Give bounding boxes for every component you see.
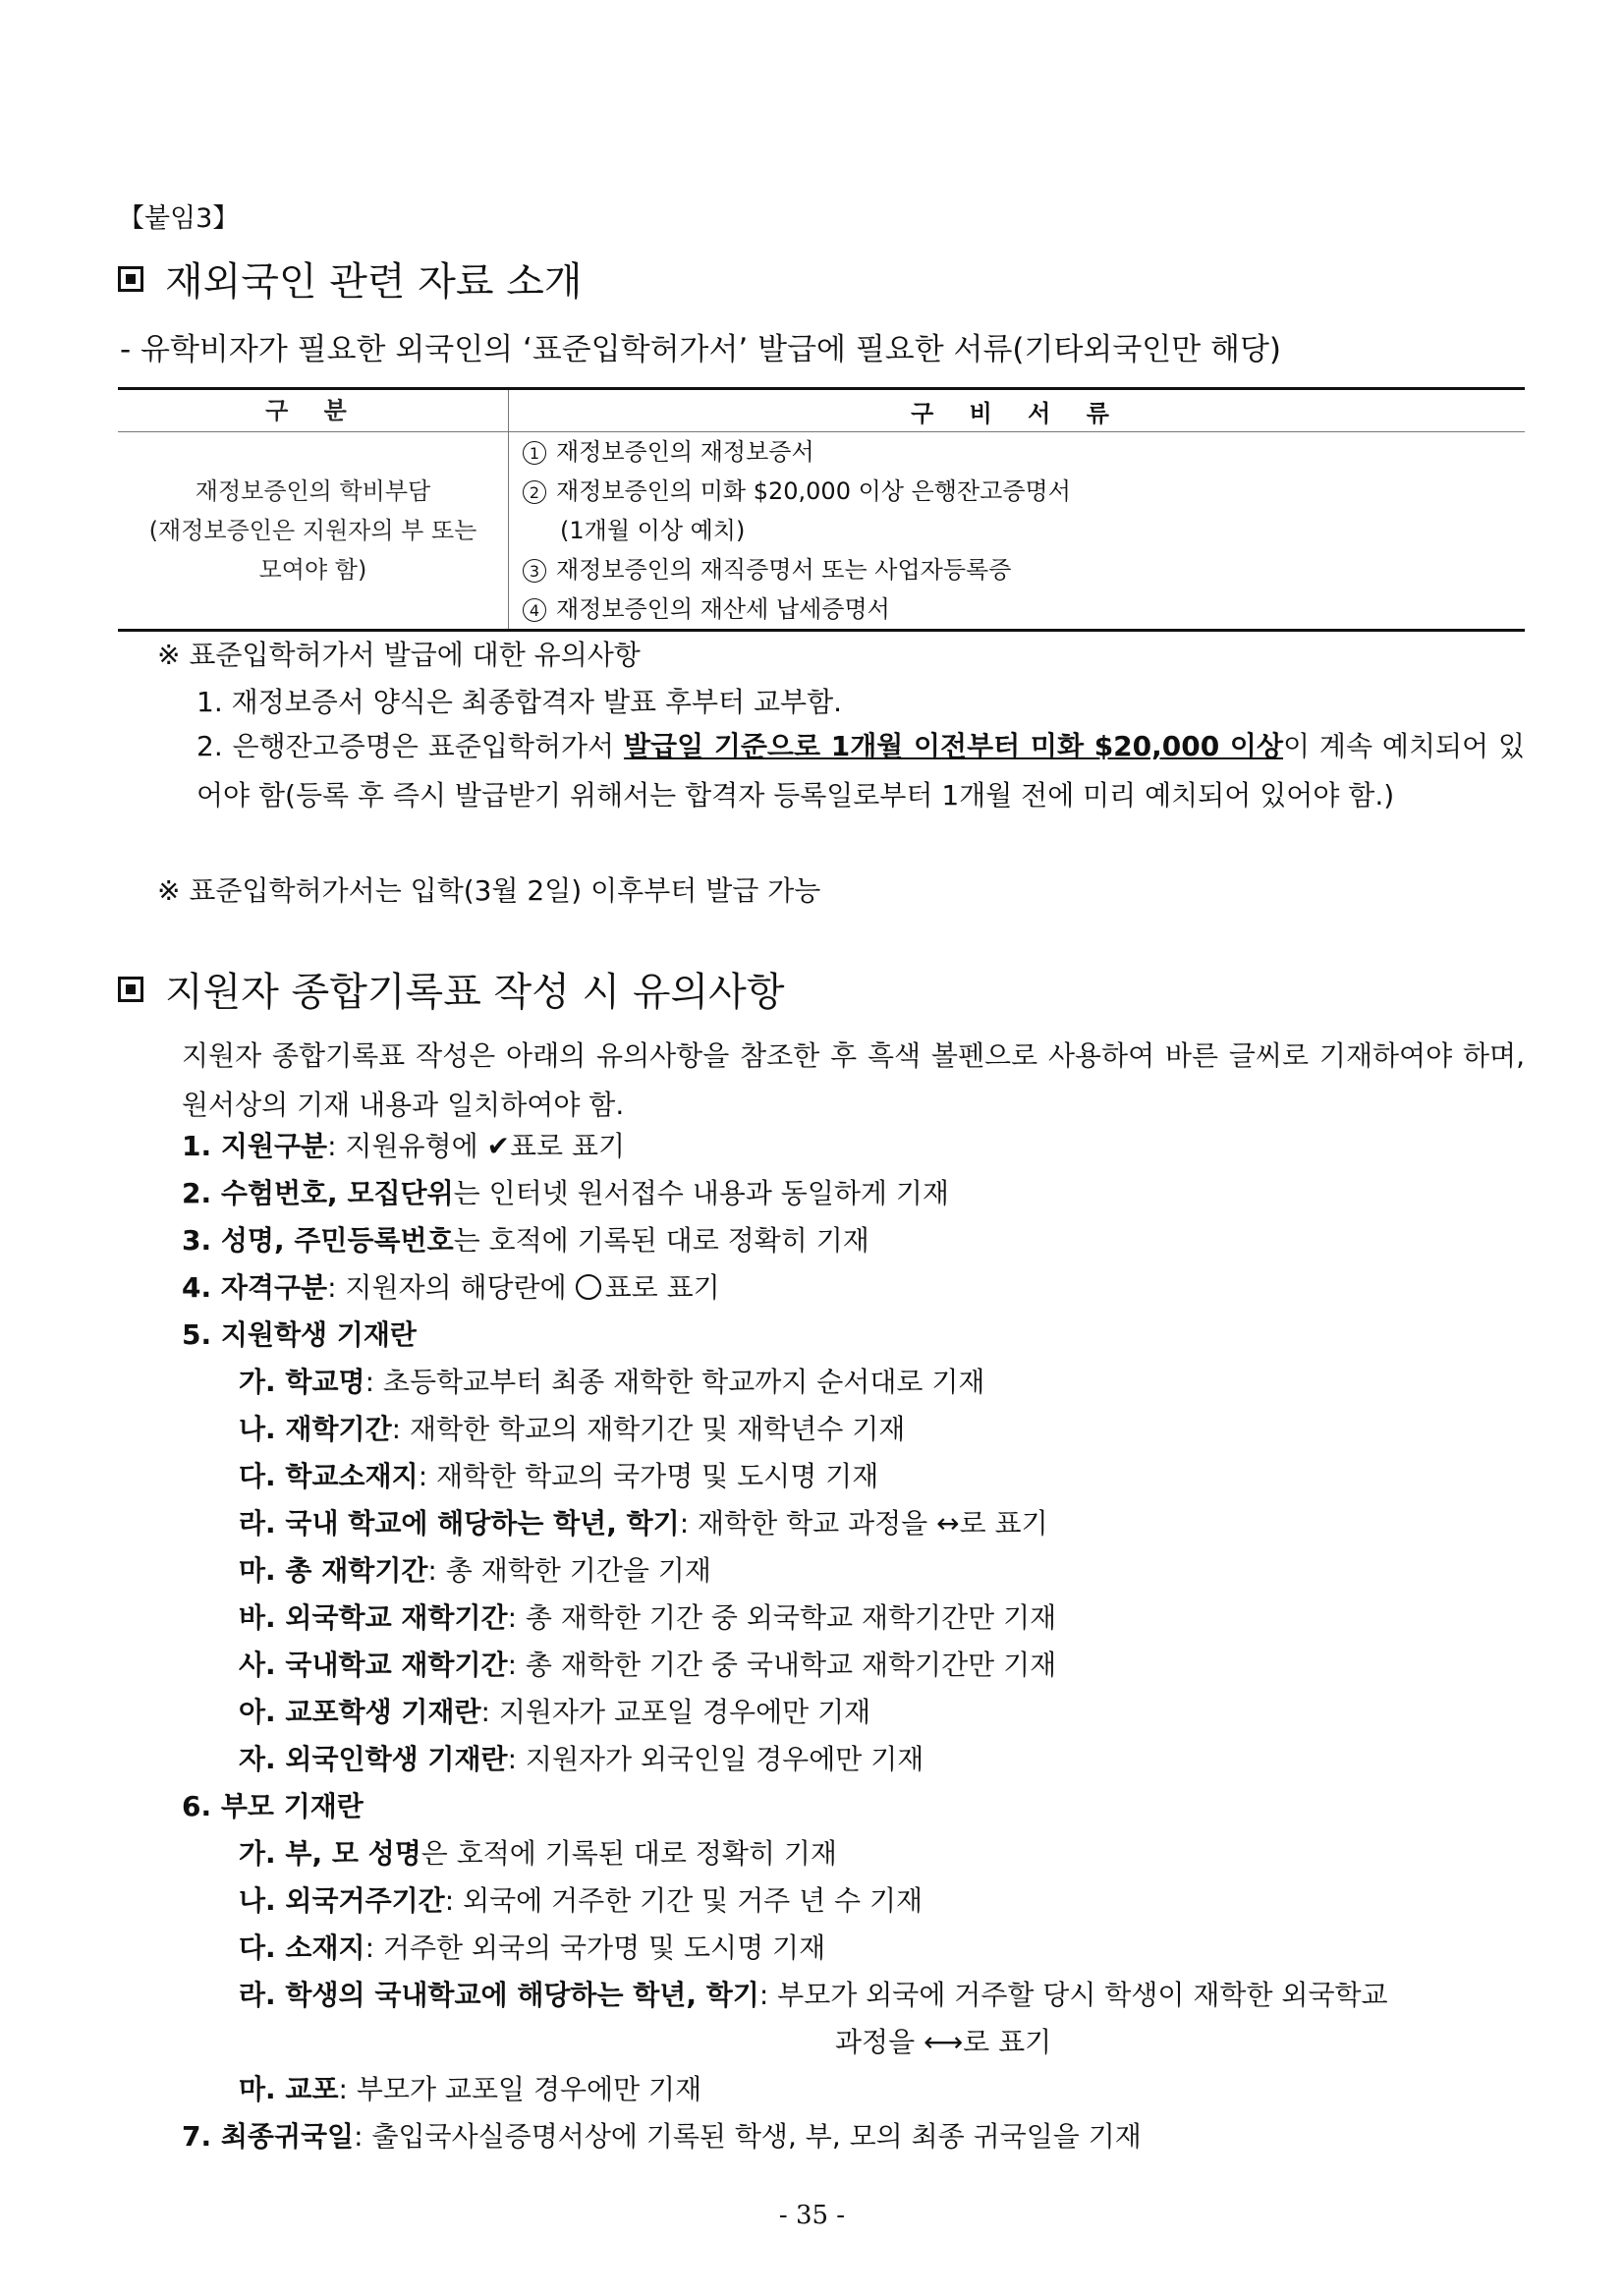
note-item-3: ※ 표준입학허가서는 입학(3월 2일) 이후부터 발급 가능 [157,874,821,907]
sub-item: 자. 외국인학생 기재란: 지원자가 외국인일 경우에만 기재 [239,1743,924,1775]
table-header-row [118,389,1525,432]
document-item: 3 재정보증인의 재직증명서 또는 사업자등록증 [523,550,1525,589]
attachment-label: 【붙임3】 [118,203,240,234]
circled-number: 4 [523,598,546,622]
instruction-item: 7. 최종귀국일: 출입국사실증명서상에 기록된 학생, 부, 모의 최종 귀국일을 기재 [182,2120,1142,2153]
section2-heading [118,961,784,1017]
sub-item: 나. 외국거주기간: 외국에 거주한 기간 및 거주 년 수 기재 [239,1884,924,1917]
sub-item: 가. 학교명: 초등학교부터 최종 재학한 학교까지 순서대로 기재 [239,1366,985,1398]
sub-item: 라. 학생의 국내학교에 해당하는 학년, 학기: 부모가 외국에 거주할 당시 학생이 재학한 외국학교 [239,1979,1388,2011]
instruction-item: 2. 수험번호, 모집단위는 인터넷 원서접수 내용과 동일하게 기재 [182,1177,949,1209]
instruction-item: 3. 성명, 주민등록번호는 호적에 기록된 대로 정확히 기재 [182,1224,869,1257]
section1-title: 재외국인 관련 자료 소개 [165,259,583,305]
emphasis-text: 발급일 기준으로 1개월 이전부터 미화 $20,000 이상 [623,730,1284,762]
note-title: ※ 표준입학허가서 발급에 대한 유의사항 [157,639,641,671]
square-bullet-icon [118,266,143,292]
sub-item: 마. 교포: 부모가 교포일 경우에만 기재 [239,2073,702,2105]
sub-item: 가. 부, 모 성명은 호적에 기록된 대로 정확히 기재 [239,1837,837,1870]
documents-cell [509,432,1526,631]
document-item: 2 재정보증인의 미화 $20,000 이상 은행잔고증명서 [523,472,1525,511]
note-item-2: 2. 은행잔고증명은 표준입학허가서 발급일 기준으로 1개월 이전부터 미화 $20,000 이상이 계속 예치되어 있어야 함(등록 후 즉시 발급받기 위해서는 합격자 등록일로부터 1개월 전에 미리 예치되어 있어야 함.) [196,730,1525,812]
section2-title: 지원자 종합기록표 작성 시 유의사항 [165,970,785,1015]
circled-number: 3 [523,559,546,583]
instruction-item: 4. 자격구분: 지원자의 해당란에 표로 표기 [182,1271,720,1304]
sub-item: 다. 소재지: 거주한 외국의 국가명 및 도시명 기재 [239,1932,826,1964]
section1-subtitle: - 유학비자가 필요한 외국인의 ‘표준입학허가서’ 발급에 필요한 서류(기타외국인만 해당) [120,332,1282,367]
instruction-item: 6. 부모 기재란 [182,1790,364,1822]
document-item-continuation: (1개월 이상 예치) [560,517,746,544]
note-item-1: 1. 재정보증서 양식은 최종합격자 발표 후부터 교부함. [196,686,843,718]
document-item: 4 재정보증인의 재산세 납세증명서 [523,589,1525,629]
square-bullet-icon [118,977,143,1002]
sub-item: 나. 재학기간: 재학한 학교의 재학기간 및 재학년수 기재 [239,1413,906,1445]
sub-item: 마. 총 재학기간: 총 재학한 기간을 기재 [239,1554,711,1587]
sub-item: 라. 국내 학교에 해당하는 학년, 학기: 재학한 학교 과정을 ↔로 표기 [239,1507,1048,1540]
circled-number: 1 [523,441,546,465]
category-line: (재정보증인은 지원자의 부 또는 [148,517,477,544]
circle-mark-icon [576,1274,601,1300]
document-item: 1 재정보증인의 재정보증서 [523,432,1525,472]
category-cell [118,432,509,631]
instruction-item: 1. 지원구분: 지원유형에 ✔표로 표기 [182,1130,626,1162]
instruction-item: 5. 지원학생 기재란 [182,1318,417,1351]
sub-item: 아. 교포학생 기재란: 지원자가 교포일 경우에만 기재 [239,1696,871,1728]
section1-heading [118,251,583,307]
sub-item: 다. 학교소재지: 재학한 학교의 국가명 및 도시명 기재 [239,1460,879,1492]
sub-item: 바. 외국학교 재학기간: 총 재학한 기간 중 외국학교 재학기간만 기재 [239,1601,1057,1634]
header-documents: 구 비 서 류 [509,389,1526,432]
documents-table [118,387,1525,632]
sub-item: 사. 국내학교 재학기간: 총 재학한 기간 중 국내학교 재학기간만 기재 [239,1649,1057,1681]
table-row [118,432,1525,631]
category-line: 모여야 함) [258,556,367,584]
page-number: - 35 - [778,2201,846,2230]
circled-number: 2 [523,480,546,504]
section2-intro: 지원자 종합기록표 작성은 아래의 유의사항을 참조한 후 흑색 볼펜으로 사용하여 바른 글씨로 기재하여야 하며, 원서상의 기재 내용과 일치하여야 함. [182,1039,1525,1121]
category-line: 재정보증인의 학비부담 [195,477,431,505]
header-category: 구 분 [118,389,509,432]
sub-item-continuation: 과정을 ⟷로 표기 [835,2026,1052,2058]
